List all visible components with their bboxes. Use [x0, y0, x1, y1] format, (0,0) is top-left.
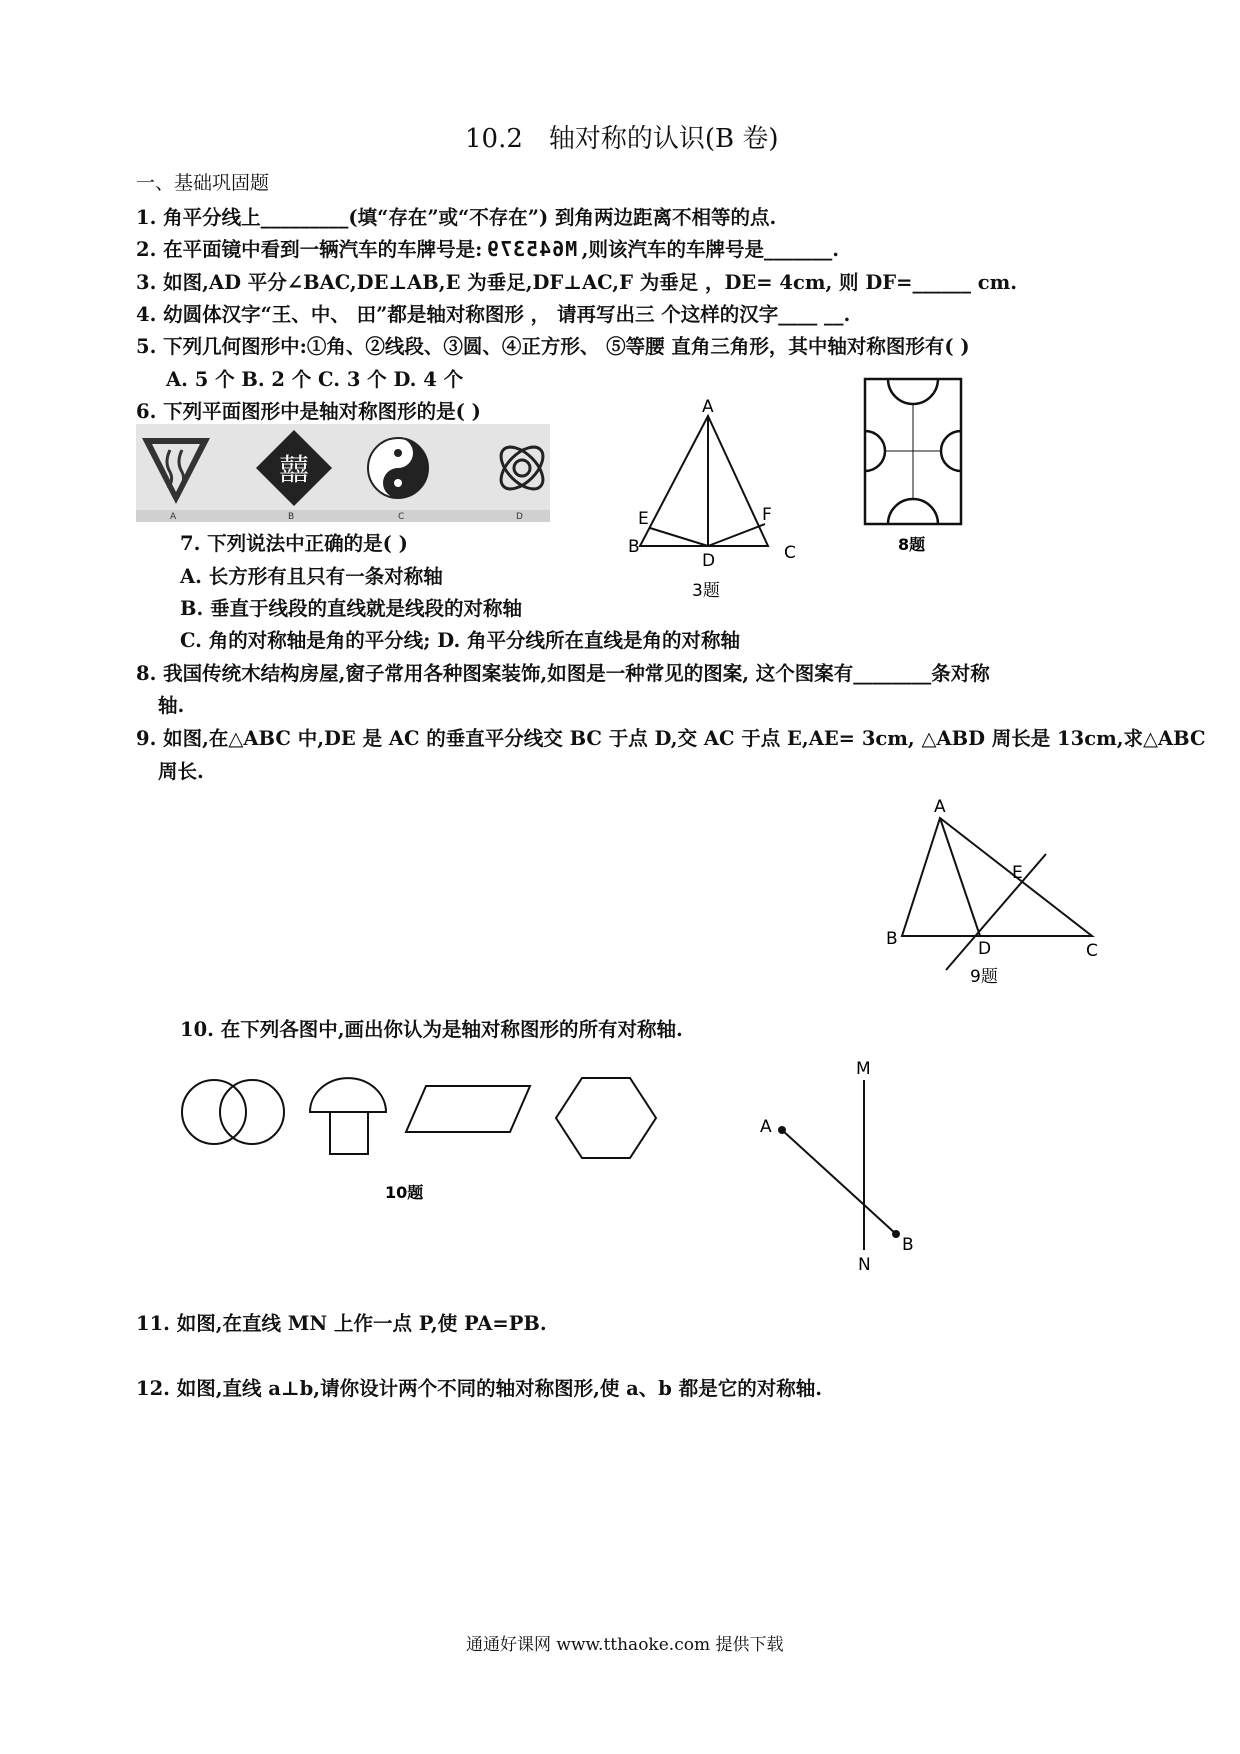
question-9-cont: 周长. [158, 760, 204, 783]
option-d-label: D [516, 512, 523, 522]
option-c-label: C [398, 512, 405, 522]
mushroom-cap [310, 1078, 386, 1112]
section-heading: 一、基础巩固题 [136, 172, 270, 194]
question-3: 3. 如图,AD 平分∠BAC,DE⊥AB,E 为垂足,DF⊥AC,F 为垂足 ，DE= 4cm, 则 DF=______ cm. [136, 271, 1018, 294]
fig9-label-e: E [1012, 863, 1023, 883]
figure-10 [180, 1072, 670, 1202]
question-9: 9. 如图,在△ABC 中,DE 是 AC 的垂直平分线交 BC 于点 D,交 AC 于点 E,AE= 3cm, △ABD 周长是 13cm,求△ABC [136, 727, 1206, 750]
overlapping-circle-right [220, 1080, 284, 1144]
fig3-label-b: B [628, 537, 640, 557]
option-c-yin-yang-icon [368, 438, 428, 498]
fig10-caption: 10题 [385, 1183, 424, 1202]
question-7-option-cd: C. 角的对称轴是角的平分线; D. 角平分线所在直线是角的对称轴 [180, 629, 741, 652]
question-11: 11. 如图,在直线 MN 上作一点 P,使 PA=PB. [136, 1312, 547, 1335]
question-4: 4. 幼圆体汉字“王、中、 田”都是轴对称图形 ， 请再写出三 个这样的汉字____ __. [136, 303, 851, 326]
fig11-label-a: A [760, 1117, 772, 1137]
fig11-label-b: B [902, 1235, 914, 1255]
question-7: 7. 下列说法中正确的是( ) [180, 532, 408, 555]
fig8-caption: 8题 [898, 535, 926, 554]
figure-3 [620, 397, 800, 601]
figure-9 [880, 797, 1110, 990]
overlapping-circle-left [182, 1080, 246, 1144]
fig11-label-n: N [858, 1255, 871, 1275]
question-8: 8. 我国传统木结构房屋,窗子常用各种图案装饰,如图是一种常见的图案, 这个图案有________条对称 [136, 662, 990, 685]
question-6-figure [136, 424, 550, 522]
figure-8 [860, 376, 970, 556]
fig3-label-a: A [702, 397, 714, 417]
question-2-text: 2. 在平面镜中看到一辆汽车的车牌号是: [136, 238, 483, 261]
question-7-option-a: A. 长方形有且只有一条对称轴 [180, 565, 443, 588]
fig3-label-d: D [702, 551, 716, 571]
mushroom-stem [330, 1112, 368, 1154]
svg-text:囍: 囍 [279, 453, 309, 488]
fig9-label-d: D [978, 939, 992, 959]
fig9-label-a: A [934, 797, 946, 817]
fig3-label-c: C [784, 543, 796, 563]
fig9-label-b: B [886, 929, 898, 949]
mirrored-plate: M645379 [486, 237, 578, 261]
fig3-label-e: E [638, 509, 649, 529]
parallelogram [406, 1086, 530, 1132]
option-b-label: B [288, 512, 295, 522]
fig9-caption: 9题 [970, 967, 998, 987]
page-footer: 通通好课网 www.tthaoke.com 提供下载 [466, 1635, 784, 1655]
question-6: 6. 下列平面图形中是轴对称图形的是( ) [136, 400, 481, 423]
question-12: 12. 如图,直线 a⊥b,请你设计两个不同的轴对称图形,使 a、b 都是它的对称轴. [136, 1377, 822, 1400]
question-10: 10. 在下列各图中,画出你认为是轴对称图形的所有对称轴. [180, 1018, 683, 1041]
hexagon [556, 1078, 656, 1158]
question-1: 1. 角平分线上_________(填“存在”或“不存在”) 到角两边距离不相等的点. [136, 206, 777, 229]
question-5-options: A. 5 个 B. 2 个 C. 3 个 D. 4 个 [166, 368, 464, 391]
figure-11 [750, 1060, 930, 1280]
page-title: 10.2 轴对称的认识(B 卷) [465, 124, 779, 154]
question-2 [136, 234, 839, 262]
fig11-label-m: M [856, 1059, 871, 1079]
question-7-option-b: B. 垂直于线段的直线就是线段的对称轴 [180, 597, 523, 620]
question-2-text-end: ,则该汽车的车牌号是_______. [581, 238, 839, 261]
question-5: 5. 下列几何图形中:①角、②线段、③圆、④正方形、 ⑤等腰 直角三角形，其中轴对称图形有( ) [136, 335, 970, 358]
option-a-label: A [170, 512, 177, 522]
fig3-label-f: F [762, 505, 772, 525]
fig9-label-c: C [1086, 941, 1098, 961]
fig3-caption: 3题 [692, 581, 720, 601]
question-8-cont: 轴. [158, 694, 185, 717]
